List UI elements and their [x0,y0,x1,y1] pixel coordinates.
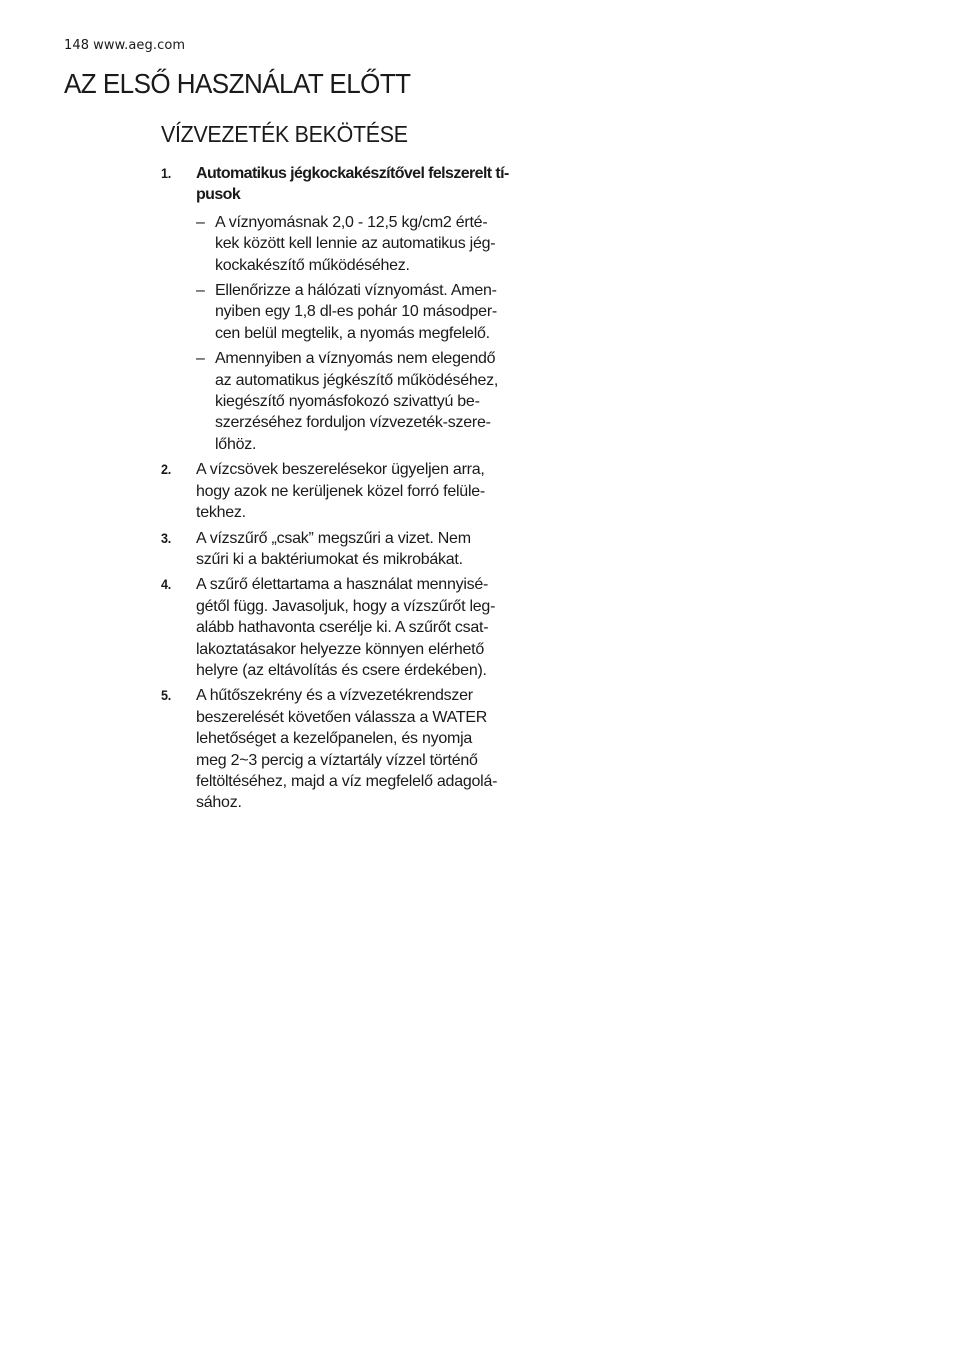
dash-bullet: – [196,213,205,231]
dash-bullet: – [196,350,205,368]
text-line: hogy azok ne kerüljenek közel forró felüle- [196,482,485,500]
sub-list-item [196,212,521,276]
text-line: feltöltéséhez, majd a víz megfelelő adagolá- [196,772,498,790]
text-line: kiegészítő nyomásfokozó szivattyú be- [215,393,480,411]
item-number: 3. [161,529,172,546]
instruction-list [161,163,521,818]
text-line: Automatikus jégkockakészítővel felszerelt tí- [196,165,509,182]
text-line: kockakészítő működéséhez. [215,256,410,274]
list-item [161,528,521,571]
chapter-title: AZ ELSŐ HASZNÁLAT ELŐTT [64,68,411,99]
item-number: 1. [161,165,172,181]
text-line: cen belül megtelik, a nyomás megfelelő. [215,324,490,342]
item-text [196,685,521,813]
text-line: A vízszűrő „csak” megszűri a vizet. Nem [196,529,471,547]
page-header [64,38,185,53]
text-line: A szűrő élettartama a használat mennyisé- [196,576,489,594]
sub-list-item [196,348,521,455]
list-item [161,163,521,455]
text-line: lőhöz. [215,435,257,453]
text-line: pusok [196,186,241,204]
item-text [196,459,521,523]
text-line: meg 2~3 percig a víztartály vízzel történő [196,751,478,769]
text-line: alább hathavonta cserélje ki. A szűrőt csat- [196,619,489,637]
sub-list-item [196,280,521,344]
page-number: 148 [64,38,90,53]
dash-bullet: – [196,282,205,300]
text-line: gétől függ. Javasoljuk, hogy a vízszűrőt leg- [196,597,496,615]
text-line: beszerelését követően válassza a WATER [196,708,488,726]
text-line: A vízcsövek beszerelésekor ügyeljen arra, [196,461,485,479]
text-line: Amennyiben a víznyomás nem elegendő [215,350,496,368]
website-link[interactable]: www.aeg.com [93,38,186,53]
text-line: helyre (az eltávolítás és csere érdekében). [196,661,487,679]
text-line: lehetőséget a kezelőpanelen, és nyomja [196,730,473,748]
item-number: 4. [161,576,172,593]
list-item [161,459,521,523]
text-line: nyiben egy 1,8 dl-es pohár 10 másodper- [215,303,497,321]
sub-list [196,212,521,455]
text-line: Ellenőrizze a hálózati víznyomást. Amen- [215,282,497,300]
list-item [161,574,521,681]
text-line: tekhez. [196,504,246,522]
text-line: az automatikus jégkészítő működéséhez, [215,371,499,389]
item-text [196,163,521,206]
text-line: A hűtőszekrény és a vízvezetékrendszer [196,687,473,705]
item-number: 2. [161,461,172,478]
list-item [161,685,521,813]
text-line: lakoztatásakor helyezze könnyen elérhető [196,640,484,658]
text-line: sához. [196,794,242,812]
item-number: 5. [161,687,172,704]
text-line: kek között kell lennie az automatikus jég- [215,235,496,253]
text-line: szerzéséhez forduljon vízvezeték-szere- [215,414,491,432]
item-text [196,528,521,571]
item-text [196,574,521,681]
section-title: VÍZVEZETÉK BEKÖTÉSE [161,121,408,147]
text-line: szűri ki a baktériumokat és mikrobákat. [196,550,463,568]
text-line: A víznyomásnak 2,0 - 12,5 kg/cm2 érté- [215,213,488,231]
